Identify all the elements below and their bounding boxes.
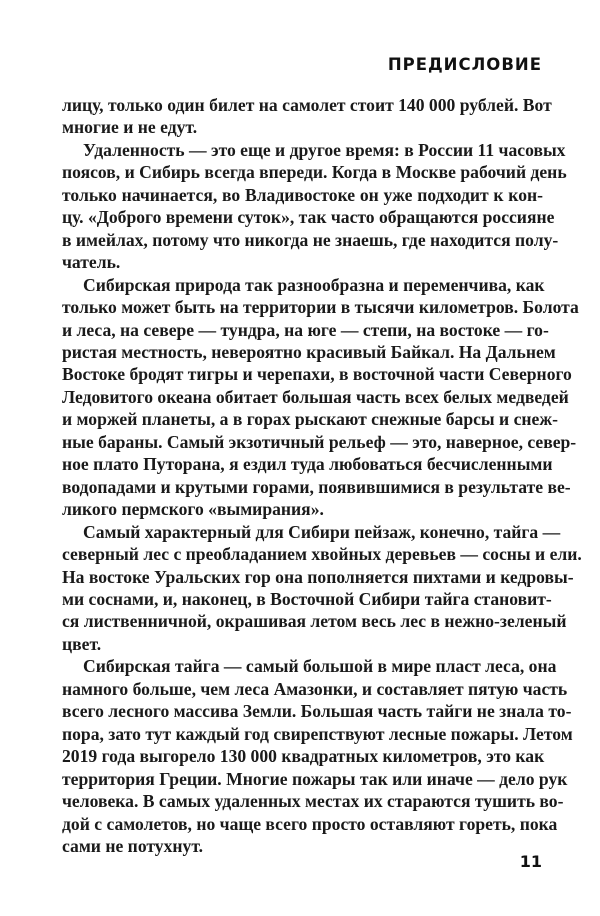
body-text xyxy=(62,94,582,857)
paragraph xyxy=(62,655,573,857)
text-line: ристая местность, невероятно красивый Байкал. На Дальнем xyxy=(62,341,556,362)
text-line: ликого пермского «вымирания». xyxy=(62,499,324,520)
paragraph xyxy=(62,521,582,656)
text-line: пора, зато тут каждый год свирепствуют лесные пожары. Летом xyxy=(62,723,573,744)
text-line: ное плато Путорана, я ездил туда любоваться бесчисленными xyxy=(62,454,553,475)
paragraph xyxy=(62,94,552,139)
text-line: Удаленность — это еще и другое время: в России 11 часовых xyxy=(83,139,566,160)
text-line: северный лес с преобладанием хвойных деревьев — сосны и ели. xyxy=(62,544,582,565)
paragraph xyxy=(62,139,567,274)
text-line: сами не потухнут. xyxy=(62,835,204,856)
text-line: Востоке бродят тигры и черепахи, в восточной части Северного xyxy=(62,364,572,385)
text-line: Самый характерный для Сибири пейзаж, конечно, тайга — xyxy=(83,521,561,542)
text-line: водопадами и крутыми горами, появившимися в результате ве- xyxy=(62,476,571,497)
text-line: цвет. xyxy=(62,633,102,654)
text-line: человека. В самых удаленных местах их стараются тушить во- xyxy=(62,791,564,812)
text-line: цу. «Доброго времени суток», так часто обращаются россияне xyxy=(62,207,555,228)
text-line: только может быть на территории в тысячи километров. Болота xyxy=(62,297,579,318)
text-line: всего лесного массива Земли. Большая часть тайги не знала то- xyxy=(62,701,572,722)
running-header: ПРЕДИСЛОВИЕ xyxy=(387,55,542,74)
text-line: дой с самолетов, но чаще всего просто оставляют гореть, пока xyxy=(62,813,558,834)
text-line: чатель. xyxy=(62,252,121,273)
text-line: лицу, только один билет на самолет стоит 140 000 рублей. Вот xyxy=(62,95,552,115)
text-line: в имейлах, потому что никогда не знаешь, где находится полу- xyxy=(62,229,559,250)
text-line: намного больше, чем леса Амазонки, и составляет пятую часть xyxy=(62,678,568,699)
text-line: Ледовитого океана обитает большая часть всех белых медведей xyxy=(62,386,569,407)
page-number: 11 xyxy=(519,852,542,871)
text-line: поясов, и Сибирь всегда впереди. Когда в Москве рабочий день xyxy=(62,162,567,183)
text-line: многие и не едут. xyxy=(62,117,198,138)
text-line: 2019 года выгорело 130 000 квадратных километров, это как xyxy=(62,746,545,767)
paragraph xyxy=(62,274,579,521)
text-line: Сибирская природа так разнообразна и переменчива, как xyxy=(83,274,545,295)
text-line: и моржей планеты, а в горах рыскают снежные барсы и снеж- xyxy=(62,409,558,430)
text-line: только начинается, во Владивостоке он уже подходит к кон- xyxy=(62,184,543,205)
text-line: ми соснами, и, наконец, в Восточной Сибири тайга становит- xyxy=(62,588,552,609)
text-line: ные бараны. Самый экзотичный рельеф — это, наверное, север- xyxy=(62,431,577,452)
text-line: На востоке Уральских гор она пополняется пихтами и кедровы- xyxy=(62,566,574,587)
text-line: Сибирская тайга — самый большой в мире пласт леса, она xyxy=(83,656,557,677)
text-line: территория Греции. Многие пожары так или иначе — дело рук xyxy=(62,768,568,789)
text-line: и леса, на севере — тундра, на юге — степи, на востоке — го- xyxy=(62,319,549,340)
text-line: ся лиственничной, окрашивая летом весь лес в нежно-зеленый xyxy=(62,611,567,632)
